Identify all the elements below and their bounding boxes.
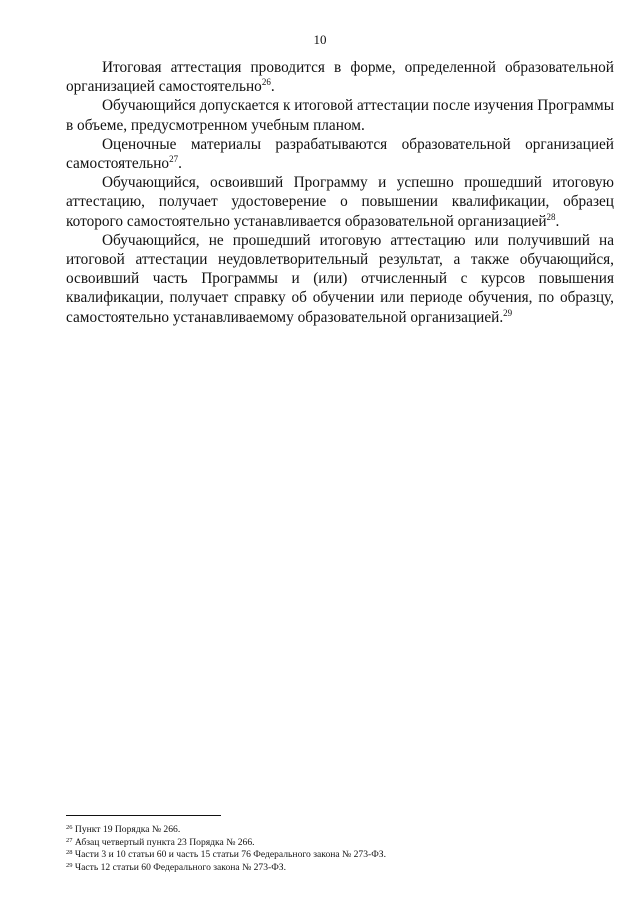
footnote-text: Части 3 и 10 статьи 60 и часть 15 статьи 76 Федерального закона № 273-ФЗ. [74, 849, 386, 861]
paragraph-text: Обучающийся, освоивший Программу и успешно прошедший итоговую аттестацию, получает удостоверение о повышении квалификации, образец которого самостоятельно устанавливается образовательной организацией [66, 174, 614, 230]
paragraph [66, 135, 614, 173]
footnote-text: Пункт 19 Порядка № 266. [74, 824, 181, 835]
paragraph-end: . [178, 155, 182, 173]
paragraph [66, 173, 614, 231]
body-text [66, 58, 614, 327]
footnote-ref: 26 [261, 77, 271, 88]
footnote [66, 824, 614, 837]
paragraph-text: Обучающийся, не прошедший итоговую аттестацию или получивший на итоговой аттестации неудовлетворительный результат, а также обучающийся, освоивший часть Программы и (или) отчисленный с курсов повышения квалификации, получает справку об обучении или периоде обучения, по образцу, самостоятельно устанавливаемому образовательной организацией. [66, 231, 614, 326]
footnote-text: Часть 12 статьи 60 Федерального закона № 273-ФЗ. [74, 861, 286, 873]
paragraph-end: . [270, 78, 275, 96]
paragraph-text: Обучающийся допускается к итоговой аттестации после изучения Программы в объеме, предусмотренном учебным планом. [66, 97, 614, 134]
footnote-ref: 29 [503, 307, 513, 318]
footnote-number: 27 [66, 836, 73, 844]
paragraph [66, 96, 614, 134]
paragraph-text: Итоговая аттестация проводится в форме, определенной образовательной организацией самостоятельно [66, 59, 614, 96]
paragraph-text: Оценочные материалы разрабатываются образовательной организацией самостоятельно [66, 135, 614, 173]
footnote-text: Абзац четвертый пункта 23 Порядка № 266. [74, 836, 255, 848]
footnote [66, 849, 614, 862]
footnote-ref: 27 [169, 154, 179, 165]
footnote-separator [66, 815, 221, 816]
footnote-number: 29 [66, 861, 73, 869]
footnotes [66, 824, 614, 874]
footnote-number: 26 [66, 824, 73, 831]
footnote-ref: 28 [546, 211, 556, 222]
footnote [66, 837, 614, 850]
paragraph [66, 231, 614, 327]
paragraph-end: . [555, 212, 560, 230]
footnote-number: 28 [66, 849, 73, 857]
paragraph [66, 58, 614, 96]
footnote [66, 862, 614, 875]
page-number: 10 [313, 32, 327, 47]
